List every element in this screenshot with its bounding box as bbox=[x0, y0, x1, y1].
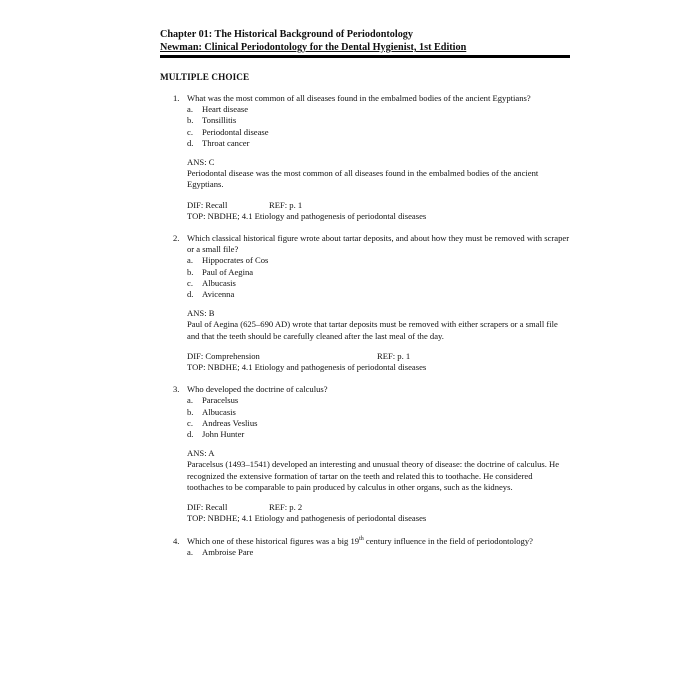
difficulty: DIF: Recall bbox=[187, 502, 228, 513]
option-letter: c. bbox=[187, 126, 193, 137]
option bbox=[187, 395, 570, 406]
option bbox=[187, 255, 570, 266]
difficulty: DIF: Comprehension bbox=[187, 350, 260, 361]
question-text: Who developed the doctrine of calculus? bbox=[187, 384, 328, 395]
question-number: 3. bbox=[173, 384, 180, 395]
page-reference: REF: p. 1 bbox=[269, 199, 303, 210]
option-letter: c. bbox=[187, 417, 193, 428]
difficulty: DIF: Recall bbox=[187, 199, 228, 210]
option-letter: d. bbox=[187, 137, 194, 148]
topic: TOP: NBDHE; 4.1 Etiology and pathogenesis of periodontal diseases bbox=[187, 210, 427, 221]
option bbox=[187, 418, 570, 429]
option-text: Avicenna bbox=[202, 289, 235, 300]
option bbox=[187, 104, 570, 115]
topic: TOP: NBDHE; 4.1 Etiology and pathogenesis of periodontal diseases bbox=[187, 513, 427, 524]
chapter-title: Chapter 01: The Historical Background of Periodontology bbox=[160, 29, 413, 40]
option-letter: b. bbox=[187, 406, 194, 417]
option bbox=[187, 115, 570, 126]
option bbox=[187, 267, 570, 278]
option-text: Tonsillitis bbox=[202, 115, 237, 126]
question-text bbox=[187, 536, 570, 547]
option bbox=[187, 138, 570, 149]
option-text: Paul of Aegina bbox=[202, 266, 254, 277]
question-item bbox=[160, 536, 570, 558]
rationale: Periodontal disease was the most common of all diseases found in the embalmed bodies of the ancient Egyptians. bbox=[187, 168, 539, 190]
option-text: Hippocrates of Cos bbox=[202, 255, 269, 266]
option-letter: a. bbox=[187, 104, 193, 115]
answer-key: ANS: B bbox=[187, 308, 215, 319]
option bbox=[187, 407, 570, 418]
answer-key: ANS: C bbox=[187, 157, 215, 168]
option-text: Periodontal disease bbox=[202, 126, 269, 137]
book-title: Newman: Clinical Periodontology for the Dental Hygienist, 1st Edition bbox=[160, 42, 467, 53]
option bbox=[187, 127, 570, 138]
option bbox=[187, 289, 570, 300]
option-text: Albucasis bbox=[202, 277, 236, 288]
section-title: MULTIPLE CHOICE bbox=[160, 72, 250, 82]
option-letter: a. bbox=[187, 255, 193, 266]
option-text: John Hunter bbox=[202, 429, 245, 440]
page-reference: REF: p. 1 bbox=[377, 350, 411, 361]
question-text-end: century influence in the field of periodontology? bbox=[363, 535, 533, 546]
document-page bbox=[160, 28, 570, 558]
option-text: Throat cancer bbox=[202, 137, 250, 148]
superscript: th bbox=[359, 535, 364, 542]
option-text: Ambroise Pare bbox=[202, 546, 254, 557]
option-text: Heart disease bbox=[202, 104, 249, 115]
option-letter: a. bbox=[187, 546, 193, 557]
option bbox=[187, 278, 570, 289]
rationale: Paracelsus (1493–1541) developed an interesting and unusual theory of disease: the doctrine of calculus. He recognized the extensive formation of tartar on the teeth and related this to toothache. He considered toothaches to be comparable to pain produced by calculus in other organs, such as the kidneys. bbox=[187, 459, 560, 492]
option-text: Albucasis bbox=[202, 406, 236, 417]
question-item bbox=[160, 384, 570, 524]
question-text-start: Which one of these historical figures was a big 19 bbox=[187, 535, 360, 546]
option bbox=[187, 429, 570, 440]
rationale: Paul of Aegina (625–690 AD) wrote that tartar deposits must be removed with either scrapers or a small file and that the teeth should be carefully cleaned after the last meal of the day. bbox=[187, 319, 558, 341]
question-text: Which classical historical figure wrote about tartar deposits, and about how they must be removed with scraper or a small file? bbox=[187, 233, 570, 255]
question-item bbox=[160, 93, 570, 222]
option-letter: d. bbox=[187, 289, 194, 300]
option-letter: b. bbox=[187, 266, 194, 277]
option-letter: a. bbox=[187, 395, 193, 406]
option-letter: c. bbox=[187, 277, 193, 288]
answer-key: ANS: A bbox=[187, 448, 215, 459]
option-letter: d. bbox=[187, 429, 194, 440]
option-letter: b. bbox=[187, 115, 194, 126]
question-item bbox=[160, 233, 570, 373]
option-text: Paracelsus bbox=[202, 395, 239, 406]
question-number: 4. bbox=[173, 535, 180, 546]
question-text: What was the most common of all diseases found in the embalmed bodies of the ancient Egyptians? bbox=[187, 93, 531, 103]
header-rule bbox=[160, 55, 570, 58]
question-number: 2. bbox=[173, 233, 180, 244]
topic: TOP: NBDHE; 4.1 Etiology and pathogenesis of periodontal diseases bbox=[187, 362, 427, 373]
option-text: Andreas Veslius bbox=[202, 417, 258, 428]
question-number: 1. bbox=[173, 93, 180, 103]
page-reference: REF: p. 2 bbox=[269, 502, 303, 513]
option bbox=[187, 547, 570, 558]
